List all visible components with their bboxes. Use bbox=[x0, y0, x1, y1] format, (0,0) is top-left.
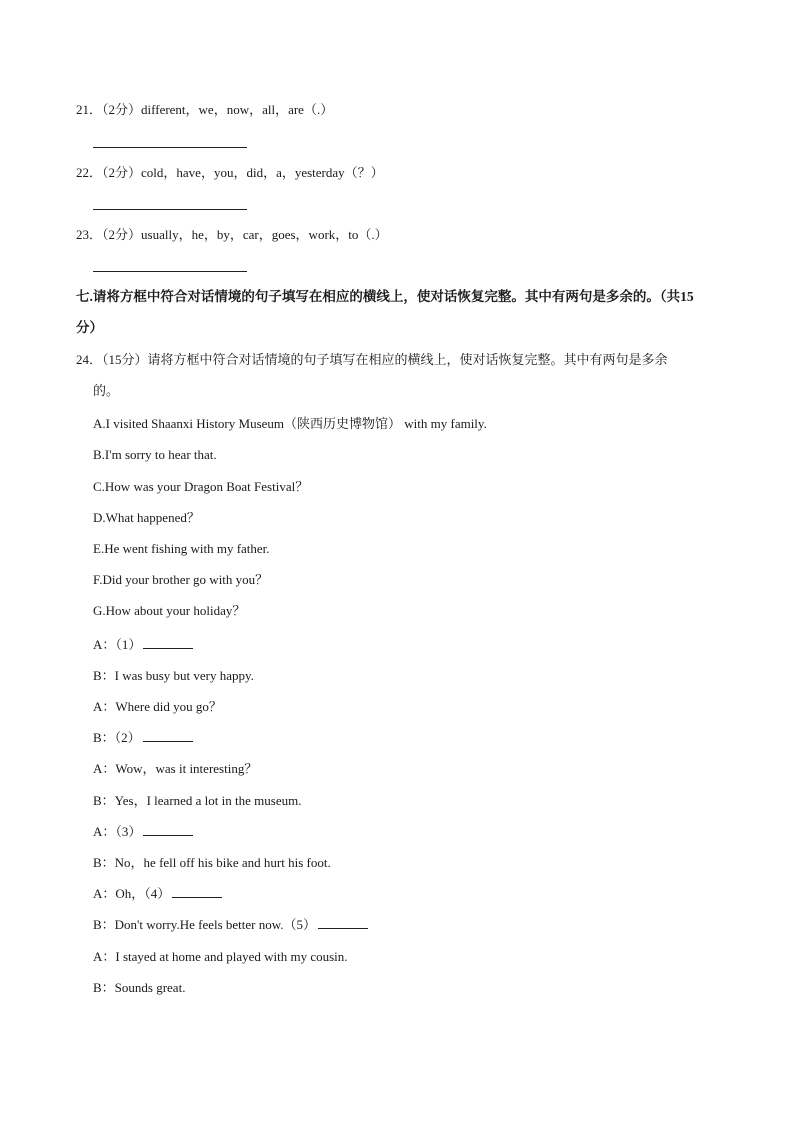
dialog-line-8: B：No，he fell off his bike and hurt his foot. bbox=[93, 855, 331, 870]
dialog-line-3: A：Where did you go？ bbox=[93, 699, 222, 714]
question-22 bbox=[76, 164, 384, 182]
option-a: A.I visited Shaanxi History Museum（陕西历史博物馆） with my family. bbox=[93, 416, 487, 431]
dialog-line-7: A：（3） bbox=[93, 823, 193, 841]
question-24 bbox=[76, 351, 668, 369]
section-heading: 七.请将方框中符合对话情境的句子填写在相应的横线上，使对话恢复完整。其中有两句是多余的。（共15 bbox=[76, 289, 694, 304]
question-23 bbox=[76, 226, 388, 244]
dialog-line-11: A：I stayed at home and played with my cousin. bbox=[93, 949, 348, 964]
question-words: cold，have，you，did，a，yesterday（？） bbox=[141, 165, 384, 180]
dialog-line-9: A：Oh，（4） bbox=[93, 885, 222, 903]
question-words: different，we，now，all，are（.） bbox=[141, 102, 334, 117]
dialog-line-6: B：Yes，I learned a lot in the museum. bbox=[93, 793, 302, 808]
option-c: C.How was your Dragon Boat Festival？ bbox=[93, 479, 309, 494]
question-instruction: 请将方框中符合对话情境的句子填写在相应的横线上，使对话恢复完整。其中有两句是多余 bbox=[147, 352, 668, 367]
option-d: D.What happened？ bbox=[93, 510, 200, 525]
dialog-blank-5[interactable] bbox=[318, 916, 368, 929]
question-words: usually，he，by，car，goes，work，to（.） bbox=[141, 227, 388, 242]
dialog-line-5: A：Wow，was it interesting？ bbox=[93, 761, 258, 776]
dialog-blank-4[interactable] bbox=[172, 885, 222, 898]
question-points: （2分） bbox=[102, 165, 142, 180]
question-number: 21． bbox=[76, 102, 103, 117]
dialog-line-12: B：Sounds great. bbox=[93, 980, 186, 995]
dialog-line-4: B：（2） bbox=[93, 729, 193, 747]
question-21 bbox=[76, 101, 333, 119]
dialog-blank-1[interactable] bbox=[143, 636, 193, 649]
question-points: （2分） bbox=[102, 227, 142, 242]
answer-line-22[interactable] bbox=[93, 209, 247, 210]
option-e: E.He went fishing with my father. bbox=[93, 541, 270, 556]
question-number: 22． bbox=[76, 165, 103, 180]
option-b: B.I'm sorry to hear that. bbox=[93, 447, 217, 462]
dialog-blank-3[interactable] bbox=[143, 823, 193, 836]
section-heading-cont: 分） bbox=[76, 320, 103, 335]
question-number: 23． bbox=[76, 227, 103, 242]
dialog-blank-2[interactable] bbox=[143, 729, 193, 742]
dialog-line-2: B：I was busy but very happy. bbox=[93, 668, 254, 683]
question-points: （2分） bbox=[102, 102, 142, 117]
answer-line-21[interactable] bbox=[93, 147, 247, 148]
question-instruction-cont: 的。 bbox=[93, 383, 120, 398]
question-points: （15分） bbox=[102, 352, 148, 367]
dialog-line-10: B：Don't worry.He feels better now.（5） bbox=[93, 916, 368, 934]
answer-line-23[interactable] bbox=[93, 271, 247, 272]
option-g: G.How about your holiday？ bbox=[93, 603, 246, 618]
option-f: F.Did your brother go with you？ bbox=[93, 572, 269, 587]
dialog-line-1: A：（1） bbox=[93, 636, 193, 654]
question-number: 24． bbox=[76, 352, 103, 367]
